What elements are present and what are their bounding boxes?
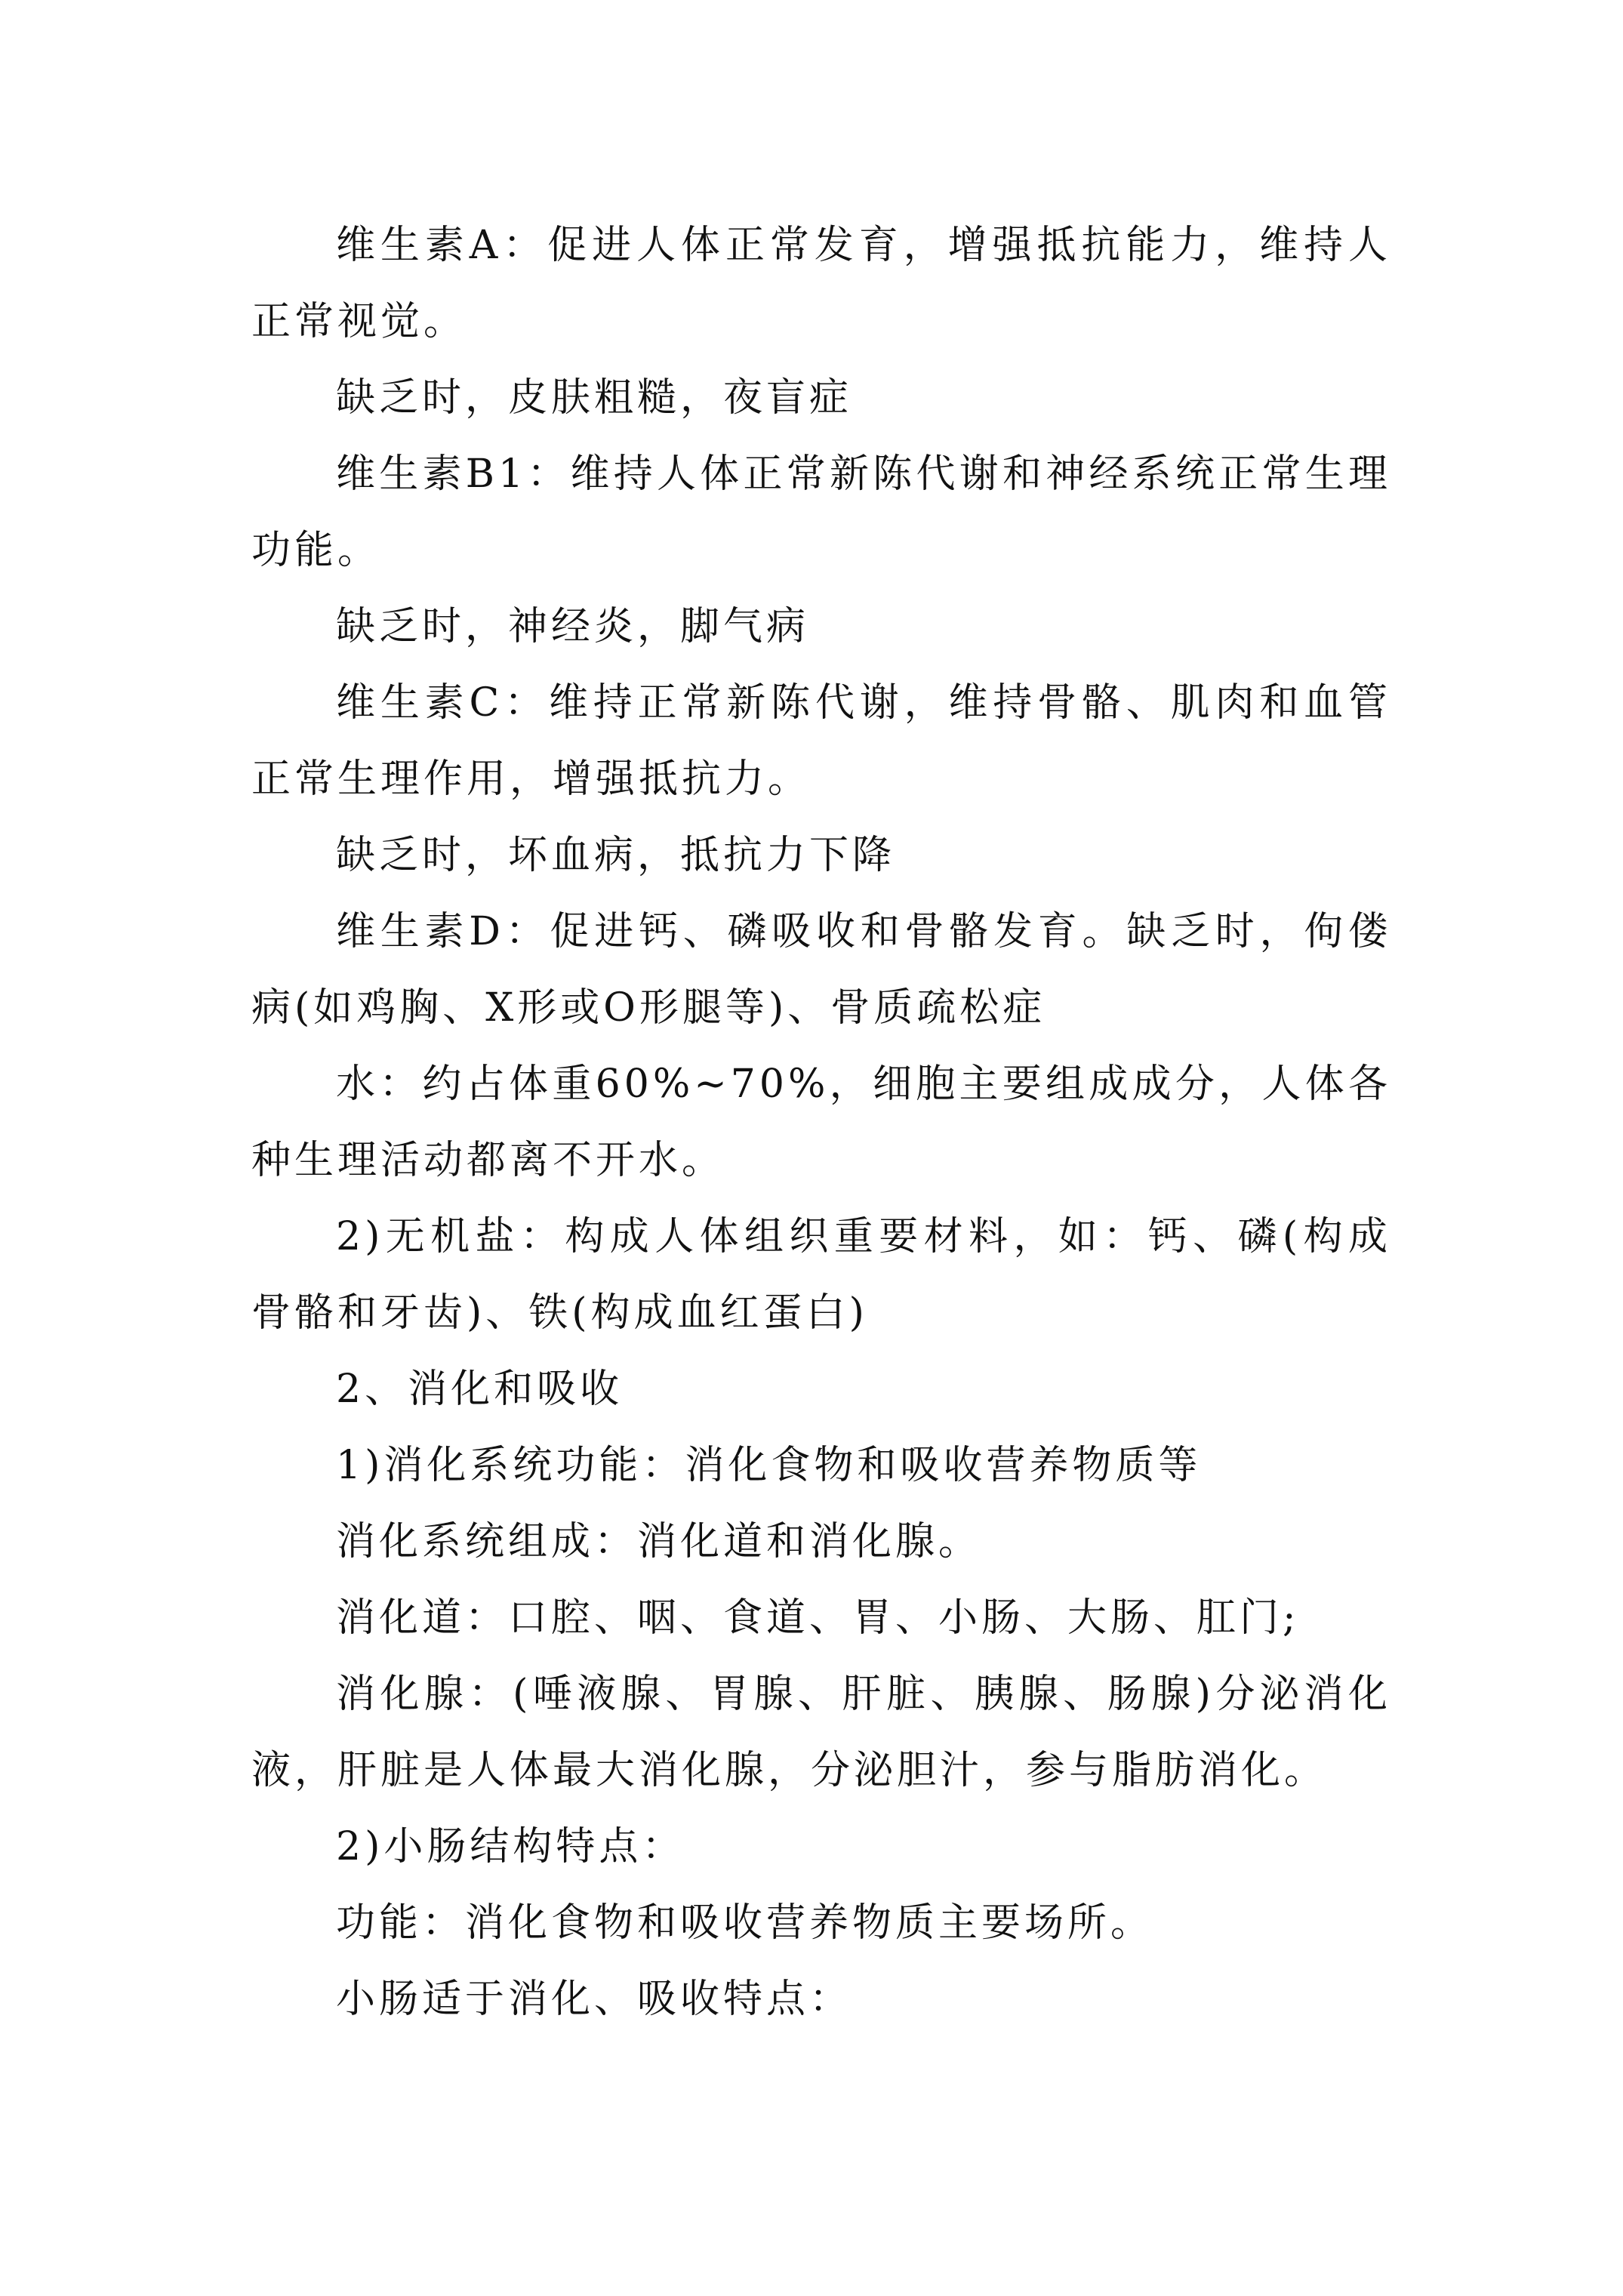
paragraph-small-intestine-function: 功能：消化食物和吸收营养物质主要场所。 xyxy=(336,1900,1154,1946)
paragraph-vitamin-c: 维生素C：维持正常新陈代谢，维持骨骼、肌肉和血管正常生理作用，增强抵抗力。 xyxy=(251,680,1391,802)
section-heading-digestion: 2、消化和吸收 xyxy=(336,1367,624,1412)
paragraph-vitamin-a-deficiency: 缺乏时，皮肤粗糙，夜盲症 xyxy=(336,375,853,421)
document-body xyxy=(251,208,1391,2038)
paragraph-small-intestine-features: 小肠适于消化、吸收特点： xyxy=(336,1977,853,2022)
paragraph-digestive-tract: 消化道：口腔、咽、食道、胃、小肠、大肠、肛门; xyxy=(336,1595,1300,1641)
paragraph-water: 水：约占体重60%~70%，细胞主要组成成分，人体各种生理活动都离不开水。 xyxy=(251,1062,1391,1183)
paragraph-vitamin-a: 维生素A：促进人体正常发育，增强抵抗能力，维持人正常视觉。 xyxy=(251,223,1391,344)
paragraph-vitamin-c-deficiency: 缺乏时，坏血病，抵抗力下降 xyxy=(336,833,896,878)
paragraph-vitamin-b1-deficiency: 缺乏时，神经炎，脚气病 xyxy=(336,604,810,649)
paragraph-vitamin-d: 维生素D：促进钙、磷吸收和骨骼发育。缺乏时，佝偻病(如鸡胸、X形或O形腿等)、骨质疏松症 xyxy=(251,909,1391,1031)
paragraph-vitamin-b1: 维生素B1：维持人体正常新陈代谢和神经系统正常生理功能。 xyxy=(251,451,1391,573)
paragraph-inorganic-salt: 2)无机盐：构成人体组织重要材料，如：钙、磷(构成骨骼和牙齿)、铁(构成血红蛋白) xyxy=(251,1214,1391,1336)
paragraph-digestive-function: 1)消化系统功能：消化食物和吸收营养物质等 xyxy=(336,1443,1202,1488)
paragraph-digestive-glands: 消化腺：(唾液腺、胃腺、肝脏、胰腺、肠腺)分泌消化液，肝脏是人体最大消化腺，分泌胆汁，参与脂肪消化。 xyxy=(251,1672,1391,1793)
paragraph-digestive-composition: 消化系统组成：消化道和消化腺。 xyxy=(336,1519,982,1564)
paragraph-small-intestine-structure: 2)小肠结构特点： xyxy=(336,1824,685,1869)
